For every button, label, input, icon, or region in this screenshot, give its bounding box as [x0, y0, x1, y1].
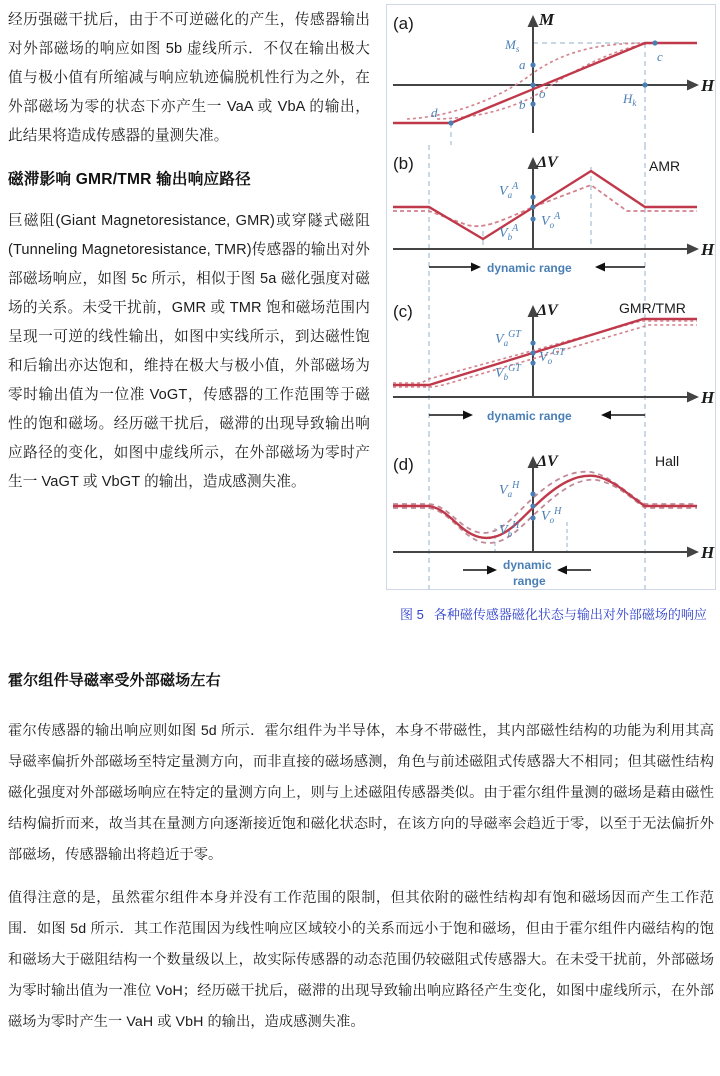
- panel-c-sensor-label: GMR/TMR: [619, 300, 686, 316]
- panel-d-va-label: $V_a^H$: [499, 480, 520, 499]
- panel-d-plot: [387, 432, 715, 589]
- panel-c-dynamic-range-label: dynamic range: [487, 409, 572, 423]
- panel-a-plot: [387, 5, 715, 145]
- panel-b-plot: [387, 145, 715, 287]
- figure-5: [386, 4, 716, 590]
- panel-b-x-axis-label: H: [701, 240, 715, 259]
- paragraph-4: 值得注意的是，虽然霍尔组件本身并没有工作范围的限制，但其依附的磁性结构却有饱和磁场因而产生工作范围．如图 5d 所示．其工作范围因为线性响应区域较小的关系而远小于饱和磁场，但由于霍尔组件内磁结构的饱和磁场大于磁阻结构一个数量级以上，故实际传感器的动态范围仍较磁阻式传感器大。在未受干扰前，外部磁场为零时输出值为一准位 VoH；经历磁干扰后，磁滞的出现导致输出响应路径产生变化，如图中虚线所示，在外部磁场为零时产生一 VaH 或 VbH 的输出，造成感测失准。: [8, 890, 714, 1030]
- panel-a-tag: (a): [393, 14, 414, 33]
- panel-a-x-axis-label: H: [701, 76, 715, 95]
- panel-b-y-axis-label: ΔV: [537, 154, 558, 171]
- panel-c-vo-label: $V_o^{GT}$: [539, 347, 565, 366]
- paragraph-3: 霍尔传感器的输出响应则如图 5d 所示．霍尔组件为半导体，本身不带磁性，其内部磁性结构的功能为利用其高导磁率偏折外部磁场至特定量测方向，而非直接的磁场感测，角色与前述磁阻式传感器大不相同；但其磁性结构磁化强度对外部磁场响应在特定的量测方向上，则与上述磁阻传感器类似。由于霍尔组件量测的磁场是藉由磁性结构偏折而来，故当其在量测方向逐渐接近饱和磁化状态时，在该方向的导磁率会趋近于零，以至于无法偏折外部磁场，传感器输出将趋近于零。: [8, 723, 714, 863]
- figure-panel-b: [387, 145, 715, 287]
- panel-d-vo-label: $V_o^H$: [541, 506, 562, 525]
- paragraph-2: 巨磁阻(Giant Magnetoresistance, GMR)或穿隧式磁阻(Tunneling Magnetoresistance, TMR)传感器的输出对外部磁场响应，如图 5c 所示，相似于图 5a 磁化强度对磁场的关系。未受干扰前，GMR 或 TMR 饱和磁场范围内呈现一可逆的线性输出，如图中实线所示，到达磁性饱和后输出亦达饱和，维持在极大与极小值，外部磁场为零时输出值为一位准 VoGT，传感器的工作范围等于磁性的饱和磁场。经历磁干扰后，磁滞的出现导致输出响应路径的变化，如图中虚线所示，在外部磁场为零时产生一 VaGT 或 VbGT 的输出，造成感测失准。: [8, 213, 370, 490]
- panel-b-sensor-label: AMR: [649, 158, 681, 174]
- panel-c-plot: [387, 287, 715, 432]
- panel-d-y-axis-label: ΔV: [537, 453, 558, 470]
- panel-b-tag: (b): [393, 154, 414, 173]
- panel-b-va-label: $V_a^A$: [499, 181, 519, 200]
- panel-a-ms-label: $M_s$: [505, 37, 520, 54]
- panel-d-vb-label: $V_b^H$: [499, 520, 520, 539]
- panel-a-y-axis-label: M: [539, 10, 555, 29]
- panel-d-dynamic-range-line1: dynamic: [503, 558, 552, 572]
- panel-c-tag: (c): [393, 302, 413, 321]
- panel-a-point-d: d: [431, 105, 438, 120]
- figure-panel-d: [387, 432, 715, 589]
- figure-caption: [386, 604, 716, 626]
- figure-panel-c: [387, 287, 715, 432]
- panel-d-dynamic-range-line2: range: [513, 574, 546, 588]
- right-figure-column: [386, 4, 716, 626]
- panel-b-dynamic-range-label: dynamic range: [487, 261, 572, 275]
- panel-c-vb-label: $V_b^{GT}$: [495, 363, 521, 382]
- panel-d-sensor-label: Hall: [655, 453, 680, 469]
- bottom-section: [8, 668, 714, 1050]
- panel-d-tag: (d): [393, 455, 414, 474]
- figure-caption-text: 各种磁传感器磁化状态与输出对外部磁场的响应: [433, 607, 707, 622]
- left-text-column: [8, 6, 370, 511]
- panel-c-va-label: $V_a^{GT}$: [495, 329, 521, 348]
- panel-a-point-c: c: [657, 49, 663, 64]
- panel-d-x-axis-label: H: [701, 543, 715, 562]
- section-heading-gmr-tmr: 磁滞影响 GMR/TMR 输出响应路径: [8, 171, 251, 188]
- figure-caption-label: 图 5: [400, 607, 424, 622]
- figure-panel-a: [387, 5, 715, 145]
- section-heading-hall: 霍尔组件导磁率受外部磁场左右: [8, 672, 221, 689]
- paragraph-1: 经历强磁干扰后，由于不可逆磁化的产生，传感器输出对外部磁场的响应如图 5b 虚线所示．不仅在输出极大值与极小值有所缩减与响应轨迹偏脱机性行为之外，在外部磁场为零的状态下亦产生一 VaA 或 VbA 的输出，此结果将造成传感器的量测失准。: [8, 12, 370, 144]
- panel-c-x-axis-label: H: [701, 388, 715, 407]
- panel-a-point-a: a: [519, 57, 526, 72]
- panel-b-vb-label: $V_b^A$: [499, 223, 519, 242]
- panel-a-point-b: b: [519, 97, 526, 112]
- panel-b-vo-label: $V_o^A$: [541, 211, 561, 230]
- panel-a-point-o: o: [539, 86, 546, 101]
- panel-c-y-axis-label: ΔV: [537, 302, 558, 319]
- panel-a-hk-label: $H_k$: [623, 91, 637, 108]
